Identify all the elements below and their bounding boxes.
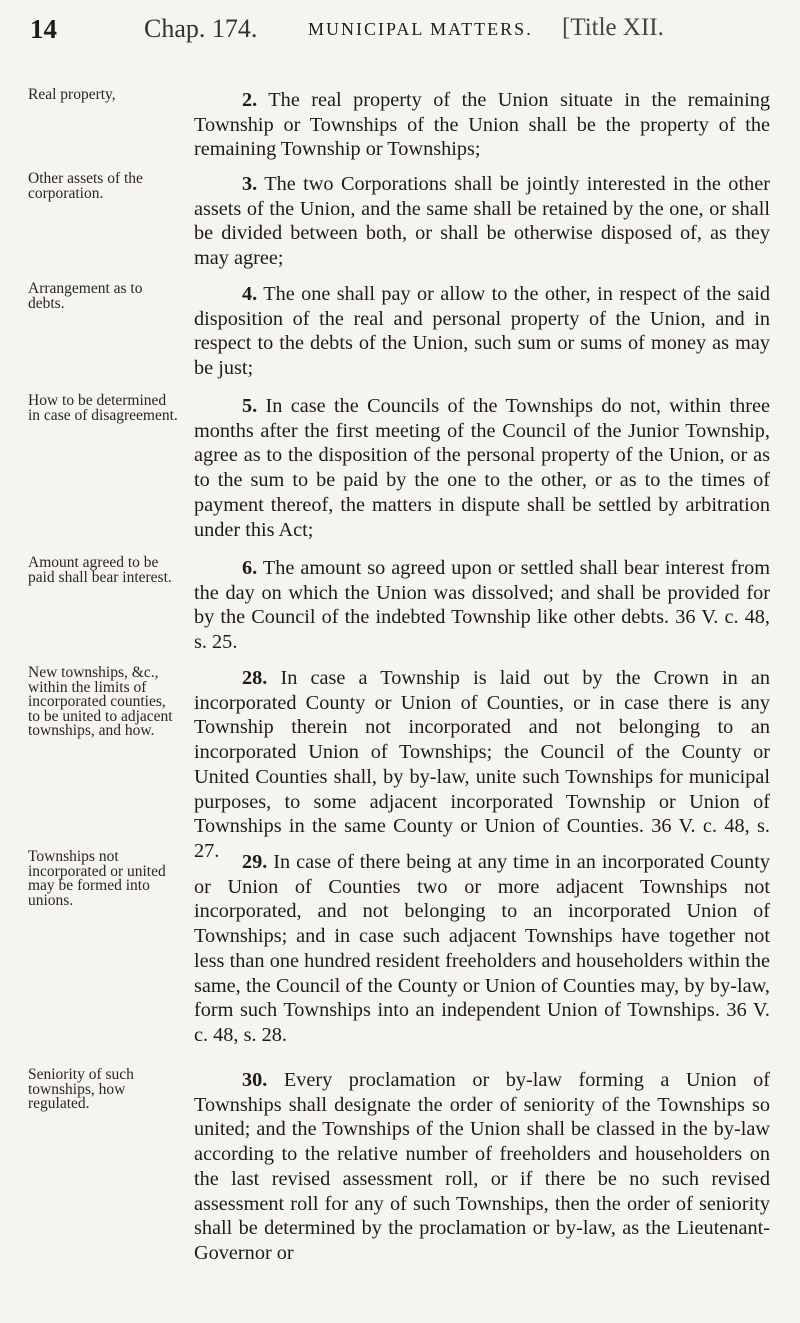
- section-body: [194, 1068, 770, 1266]
- section-body: [194, 172, 770, 271]
- section-body: [194, 850, 770, 1048]
- section-body: [194, 394, 770, 542]
- sidenote: Arrangement as to debts.: [28, 280, 143, 312]
- section-5: [28, 394, 770, 542]
- page-header: [30, 14, 770, 50]
- sidenote: Amount agreed to be paid shall bear interest.: [28, 554, 172, 586]
- sidenote: Townships not incorporated or united may be formed into unions.: [28, 848, 166, 909]
- section-3: [28, 172, 770, 271]
- sidenote: Real property,: [28, 86, 116, 103]
- section-text: The amount so agreed upon or settled shall bear interest from the day on which the Union was dissolved; and shall be provided for by the Council of the indebted Township like other debts. 36 V. c. 48, s. 25.: [194, 557, 770, 654]
- section-number: 4.: [242, 283, 258, 305]
- section-6: [28, 556, 770, 655]
- section-body: [194, 282, 770, 381]
- section-body: [194, 88, 770, 162]
- section-28: [28, 666, 770, 864]
- section-text: In case a Township is laid out by the Crown in an incorporated County or Union of Counties, or in case there is any Township therein not incorporated and not belonging to an incorporated Union of Townships; the Council of the County or United Counties shall, by by-law, unite such Townships for municipal purposes, to some adjacent incorporated Township or Union of Townships in the same County or Union of Counties. 36 V. c. 48, s. 27.: [194, 667, 770, 862]
- section-2: [28, 88, 770, 162]
- section-number: 30.: [242, 1069, 268, 1091]
- running-title: MUNICIPAL MATTERS.: [308, 19, 533, 39]
- section-text: In case the Councils of the Townships do not, within three months after the first meeting of the Council of the Junior Township, agree as to the disposition of the personal property of the Union, or as to the sum to be paid by the one to the other, or as to the times of payment thereof, the matters in dispute shall be settled by arbitration under this Act;: [194, 395, 770, 541]
- section-body: [194, 556, 770, 655]
- section-number: 2.: [242, 89, 258, 111]
- section-4: [28, 282, 770, 381]
- section-body: [194, 666, 770, 864]
- page-number: 14: [30, 14, 57, 44]
- section-text: The real property of the Union situate in the remaining Township or Townships of the Union shall be the property of the remaining Township or Townships;: [194, 89, 770, 161]
- section-number: 5.: [242, 395, 258, 417]
- section-text: Every proclamation or by-law forming a Union of Townships shall designate the order of seniority of the Townships so united; and the Townships of the Union shall be classed in the by-law according to the relative number of freeholders and householders on the last revised assessment roll, or if there be no such revised assessment roll for any of such Townships, then the order of seniority shall be determined by the proclamation or by-law, as the Lieutenant-Governor or: [194, 1069, 770, 1264]
- section-number: 6.: [242, 557, 258, 579]
- sidenote: Other assets of the corporation.: [28, 170, 143, 202]
- section-text: In case of there being at any time in an incorporated County or Union of Counties two or more adjacent Townships not incorporated, and not belonging to an incorporated Union of Townships; and in case such adjacent Townships have together not less than one hundred resident freeholders and householders within the same, the Council of the County or Union of Counties may, by by-law, form such Townships into an independent Union of Townships. 36 V. c. 48, s. 28.: [194, 851, 770, 1046]
- section-29: [28, 850, 770, 1048]
- section-30: [28, 1068, 770, 1266]
- sidenote: Seniority of such townships, how regulated.: [28, 1066, 134, 1113]
- section-number: 29.: [242, 851, 268, 873]
- sidenote: How to be determined in case of disagreement.: [28, 392, 178, 424]
- chapter-label: Chap. 174.: [144, 14, 258, 43]
- section-number: 28.: [242, 667, 268, 689]
- section-text: The one shall pay or allow to the other, in respect of the said disposition of the real and personal property of the Union, and in respect to the debts of the Union, such sum or sums of money as may be just;: [194, 283, 770, 380]
- section-number: 3.: [242, 173, 258, 195]
- title-label: [Title XII.: [562, 14, 664, 41]
- section-text: The two Corporations shall be jointly interested in the other assets of the Union, and the same shall be retained by the one, or shall be divided between both, or shall be otherwise disposed of, as they may agree;: [194, 173, 770, 270]
- sidenote: New townships, &c., within the limits of incorporated counties, to be united to adjacent townships, and how.: [28, 664, 173, 740]
